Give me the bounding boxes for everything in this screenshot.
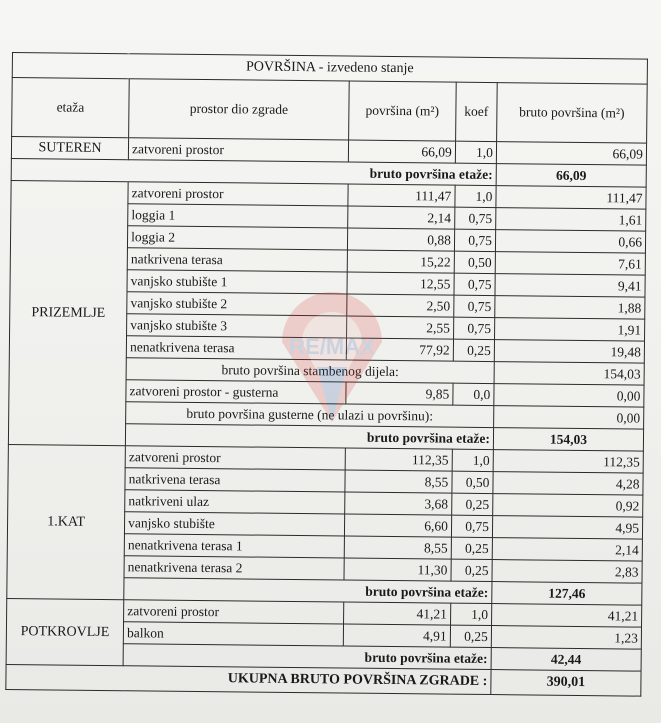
koef-value: 1,0	[450, 603, 491, 625]
area-value: 6,60	[344, 514, 451, 537]
space-label: vanjsko stubište	[125, 512, 345, 536]
space-label: nenatkrivena terasa	[126, 336, 346, 360]
bruto-value: 2,14	[492, 538, 642, 562]
koef-value: 0,75	[454, 273, 495, 295]
floor-sum-value: 66,09	[496, 164, 646, 188]
floor-sum-value: 154,03	[493, 428, 643, 452]
area-value: 3,68	[345, 492, 452, 515]
gusterna-label: bruto površina gusterne (ne ulazi u površinu):	[126, 402, 494, 428]
area-table	[5, 52, 648, 697]
space-label: nenatkrivena terasa 2	[124, 556, 344, 580]
koef-value: 0,25	[453, 339, 494, 361]
space-label: loggia 2	[128, 226, 348, 250]
stambeni-value: 154,03	[494, 362, 644, 386]
stambeni-label: bruto površina stambenog dijela:	[126, 358, 494, 384]
floor-sum-label: bruto površina etaže:	[11, 158, 496, 185]
koef-value: 0,25	[450, 625, 491, 647]
area-table-document	[5, 52, 656, 697]
bruto-value: 111,47	[496, 186, 646, 210]
header-povrsina: površina (m²)	[349, 81, 456, 141]
koef-value: 0,0	[453, 383, 494, 405]
space-label: natkrivena terasa	[125, 468, 345, 492]
bruto-value: 1,61	[496, 208, 646, 232]
koef-value: 0,75	[454, 295, 495, 317]
area-value: 11,30	[344, 558, 451, 581]
floor-name-suteren: SUTEREN	[11, 137, 128, 160]
bruto-value: 1,88	[495, 296, 645, 320]
space-label: natkriveni ulaz	[125, 490, 345, 514]
total-value: 390,01	[491, 670, 641, 697]
area-value: 9,85	[346, 382, 453, 405]
bruto-value: 9,41	[495, 274, 645, 298]
area-value: 0,88	[347, 228, 454, 251]
floor-name-potkrovlje: POTKROVLJE	[6, 598, 124, 665]
bruto-value: 0,66	[495, 230, 645, 254]
koef-value: 0,75	[453, 317, 494, 339]
area-value: 2,50	[347, 294, 454, 317]
space-label: vanjsko stubište 3	[127, 314, 347, 338]
area-value: 15,22	[347, 250, 454, 273]
space-label: zatvoreni prostor	[128, 138, 348, 162]
floor-sum-label: bruto površina etaže:	[124, 578, 492, 604]
koef-value: 0,25	[451, 493, 492, 515]
floor-sum-label: bruto površina etaže:	[125, 424, 493, 450]
koef-value: 1,0	[452, 449, 493, 471]
bruto-value: 66,09	[496, 142, 646, 166]
koef-value: 0,75	[454, 207, 495, 229]
area-value: 111,47	[348, 184, 455, 207]
total-row	[6, 664, 641, 696]
bruto-value: 1,23	[491, 626, 641, 650]
koef-value: 0,75	[451, 515, 492, 537]
area-value: 4,91	[343, 624, 450, 647]
header-bruto: bruto površina (m²)	[496, 83, 647, 144]
space-label: vanjsko stubište 2	[127, 292, 347, 316]
area-value: 8,55	[345, 470, 452, 493]
total-label: UKUPNA BRUTO POVRŠINA ZGRADE :	[6, 664, 491, 694]
floor-sum-value: 127,46	[492, 582, 642, 606]
space-label: zatvoreni prostor - gusterna	[126, 380, 346, 404]
bruto-value: 41,21	[491, 604, 641, 628]
space-label: zatvoreni prostor	[124, 600, 344, 624]
space-label: loggia 1	[128, 204, 348, 228]
area-value: 41,21	[343, 602, 450, 625]
bruto-value: 1,91	[494, 318, 644, 342]
bruto-value: 0,92	[493, 494, 643, 518]
area-value: 2,14	[348, 206, 455, 229]
space-label: zatvoreni prostor	[125, 446, 345, 470]
space-label: natkrivena terasa	[127, 248, 347, 272]
koef-value: 1,0	[455, 141, 496, 163]
space-label: zatvoreni prostor	[128, 182, 348, 206]
header-etaza: etaža	[12, 78, 130, 138]
space-label: nenatkrivena terasa 1	[124, 534, 344, 558]
area-value: 112,35	[345, 448, 452, 471]
area-value: 77,92	[346, 338, 453, 361]
area-value: 66,09	[348, 140, 455, 163]
header-koef: koef	[455, 82, 497, 141]
floor-name-kat: 1.KAT	[7, 444, 126, 599]
bruto-value: 4,28	[493, 472, 643, 496]
koef-value: 0,75	[454, 229, 495, 251]
area-value: 2,55	[346, 316, 453, 339]
koef-value: 1,0	[455, 185, 496, 207]
koef-value: 0,25	[451, 559, 492, 581]
bruto-value: 2,83	[492, 560, 642, 584]
watermark-text: RE/MAX	[289, 334, 375, 359]
space-label: balkon	[123, 622, 343, 646]
area-value: 8,55	[344, 536, 451, 559]
koef-value: 0,50	[454, 251, 495, 273]
bruto-value: 0,00	[494, 384, 644, 408]
floor-name-prizemlje: PRIZEMLJE	[8, 180, 128, 445]
koef-value: 0,50	[452, 471, 493, 493]
bruto-value: 7,61	[495, 252, 645, 276]
floor-sum-label: bruto površina etaže:	[123, 644, 491, 670]
bruto-value: 4,95	[492, 516, 642, 540]
koef-value: 0,25	[451, 537, 492, 559]
bruto-value: 19,48	[494, 340, 644, 364]
header-prostor: prostor dio zgrade	[129, 79, 349, 140]
area-value: 12,55	[347, 272, 454, 295]
bruto-value: 112,35	[493, 450, 643, 474]
gusterna-value: 0,00	[493, 406, 643, 430]
table-title: POVRŠINA - izvedeno stanje	[12, 53, 647, 85]
floor-sum-value: 42,44	[491, 648, 641, 672]
space-label: vanjsko stubište 1	[127, 270, 347, 294]
